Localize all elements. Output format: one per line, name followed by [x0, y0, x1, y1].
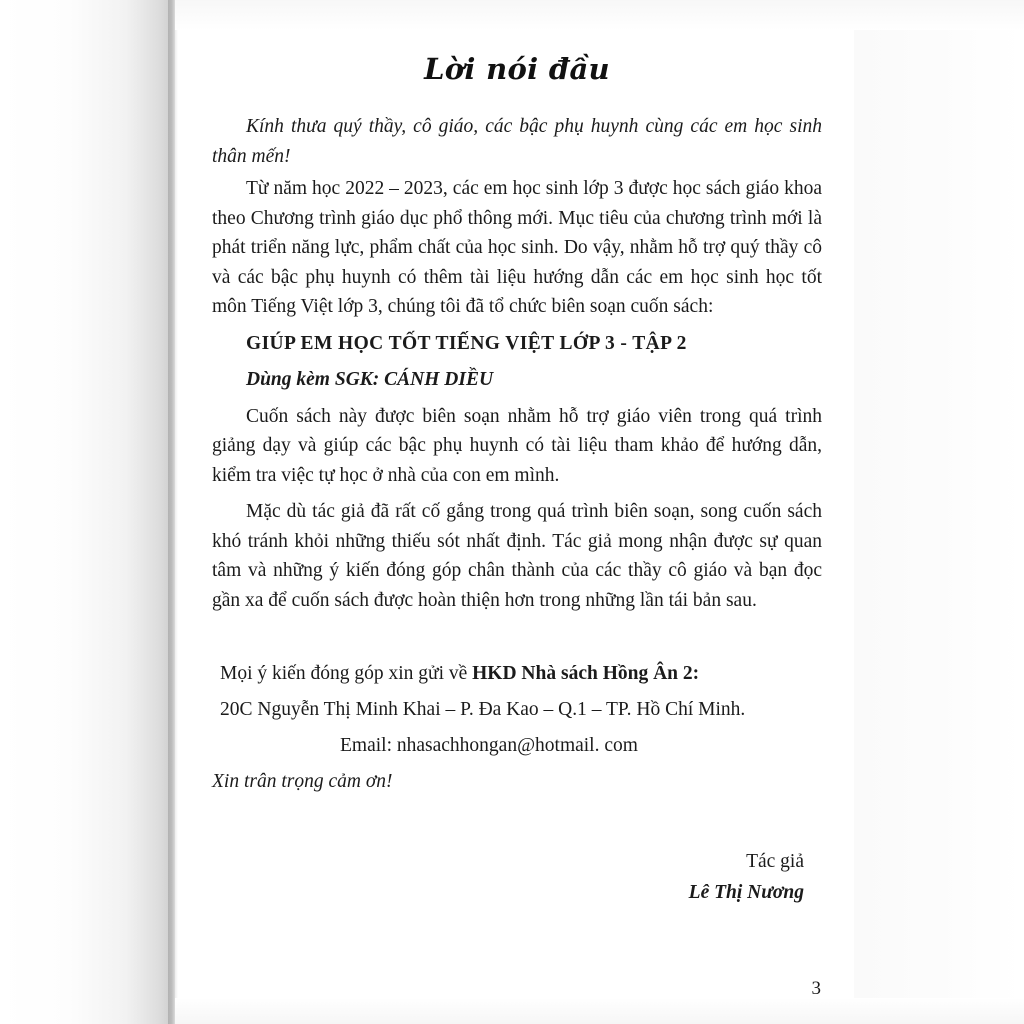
- publisher-email: Email: nhasachhongan@hotmail. com: [340, 735, 638, 756]
- publisher-name: HKD Nhà sách Hồng Ân 2:: [472, 663, 700, 684]
- signature-block: [212, 847, 822, 909]
- signature-role: Tác giả: [746, 851, 804, 872]
- book-gutter-edge: [168, 0, 178, 1024]
- page-content: [212, 52, 822, 909]
- paragraph-intro: Từ năm học 2022 – 2023, các em học sinh lớp 3 được học sách giáo khoa theo Chương trình giáo dục phổ thông mới. Mục tiêu của chương trình mới là phát triển năng lực, phẩm chất của học sinh. Do vậy, nhằm hỗ trợ quý thầy cô và các bậc phụ huynh có thêm tài liệu hướng dẫn các em học sinh học tốt môn Tiếng Việt lớp 3, chúng tôi đã tổ chức biên soạn cuốn sách:: [212, 178, 822, 317]
- book-title: GIÚP EM HỌC TỐT TIẾNG VIỆT LỚP 3 - TẬP 2: [246, 332, 687, 354]
- contact-block: [212, 659, 822, 793]
- book-gutter-shadow: [0, 0, 175, 1024]
- page-number: 3: [811, 978, 821, 999]
- paragraph-apology: Mặc dù tác giả đã rất cố gắng trong quá trình biên soạn, song cuốn sách khó tránh khỏi những thiếu sót nhất định. Tác giả mong nhận được sự quan tâm và những ý kiến đóng góp chân thành của các thầy cô giáo và bạn đọc gần xa để cuốn sách được hoàn thiện hơn trong những lần tái bản sau.: [212, 501, 822, 611]
- paragraph-greeting: Kính thưa quý thầy, cô giáo, các bậc phụ huynh cùng các em học sinh thân mến!: [212, 116, 822, 167]
- page-bottom-fade: [175, 998, 1024, 1024]
- page-top-fade: [175, 0, 1024, 30]
- feedback-line: [212, 659, 822, 689]
- page-title: Lời nói đầu: [424, 52, 610, 86]
- signature-name: Lê Thị Nương: [688, 882, 804, 903]
- book-subtitle: Dùng kèm SGK: CÁNH DIỀU: [246, 369, 494, 390]
- feedback-prefix: Mọi ý kiến đóng góp xin gửi về: [220, 663, 473, 684]
- page-right-edge: [854, 0, 1024, 1024]
- thanks-line: Xin trân trọng cảm ơn!: [212, 771, 393, 792]
- paragraph-purpose: Cuốn sách này được biên soạn nhằm hỗ trợ giáo viên trong quá trình giảng dạy và giúp các bậc phụ huynh có tài liệu tham khảo để hướng dẫn, kiểm tra việc tự học ở nhà của con em mình.: [212, 405, 822, 486]
- publisher-address: 20C Nguyễn Thị Minh Khai – P. Đa Kao – Q.1 – TP. Hồ Chí Minh.: [220, 699, 746, 720]
